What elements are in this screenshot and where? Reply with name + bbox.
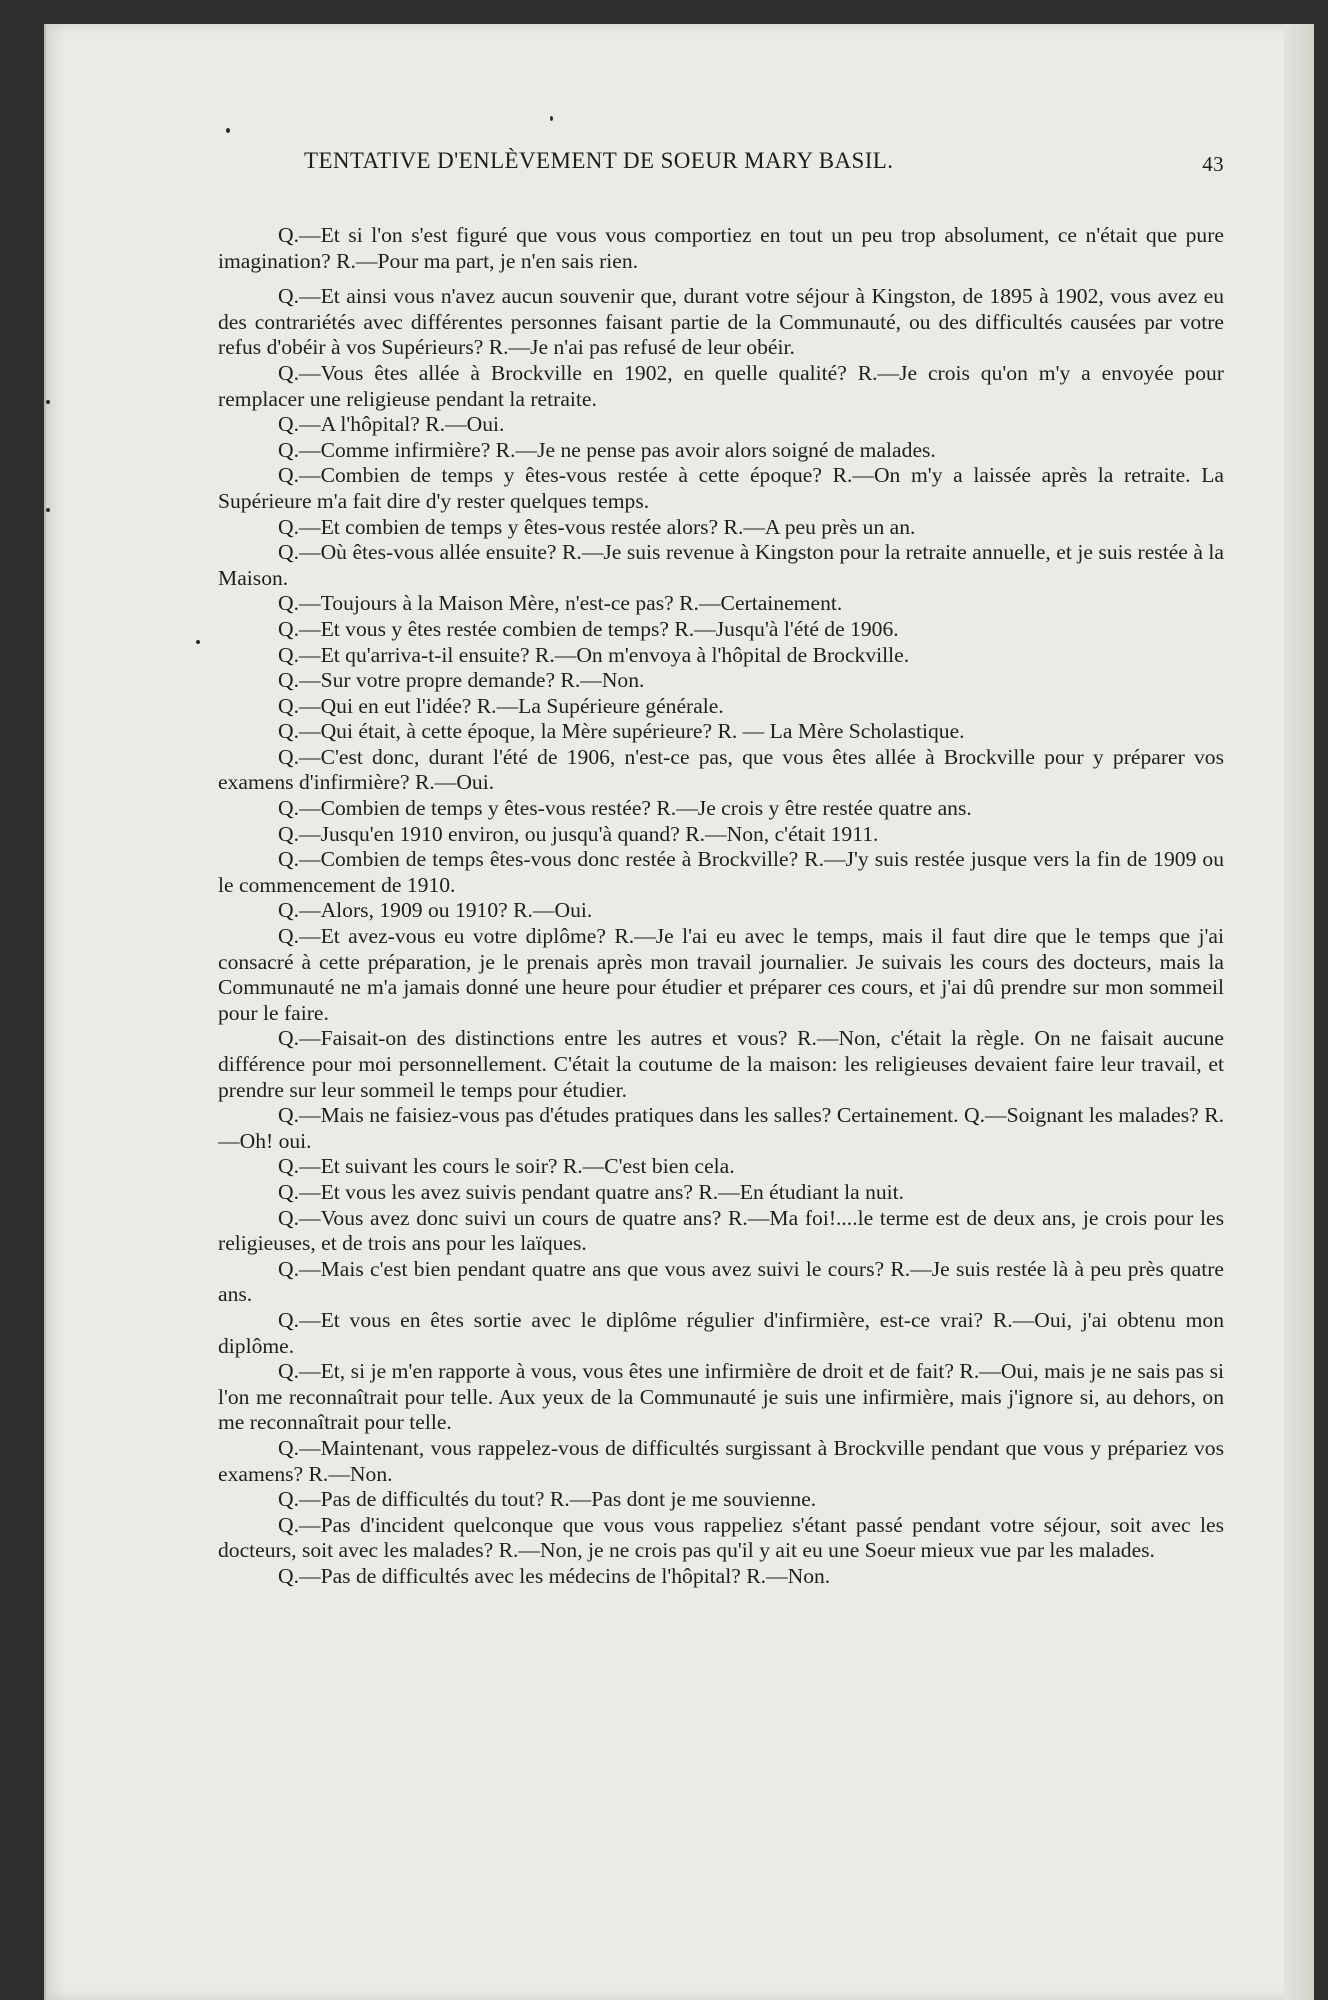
paragraph: Q.—Combien de temps y êtes-vous restée à cette époque? R.—On m'y a laissée après la retraite. La Supérieure m'a fait dire d'y rester quelques temps. <box>218 463 1224 513</box>
paragraph: Q.—Alors, 1909 ou 1910? R.—Oui. <box>278 898 593 923</box>
page-edge <box>1284 24 1314 2000</box>
paragraph: Q.—Et, si je m'en rapporte à vous, vous êtes une infirmière de droit et de fait? R.—Oui, mais je ne sais pas si l'on me reconnaîtrait pour telle. Aux yeux de la Communauté je suis une infirmière, mais j'ignore si, au dehors, on me reconnaîtrait pour telle. <box>218 1359 1224 1435</box>
running-title: TENTATIVE D'ENLÈVEMENT DE SOEUR MARY BASIL. <box>304 148 894 173</box>
paragraph: Q.—Pas de difficultés du tout? R.—Pas dont je me souvienne. <box>278 1487 817 1512</box>
paragraph: Q.—Et combien de temps y êtes-vous restée alors? R.—A peu près un an. <box>278 514 916 539</box>
paragraph: Q.—C'est donc, durant l'été de 1906, n'est-ce pas, que vous êtes allée à Brockville pour y préparer vos examens d'infirmière? R.—Oui. <box>218 744 1224 795</box>
paragraph: Q.—Et ainsi vous n'avez aucun souvenir que, durant votre séjour à Kingston, de 1895 à 1902, vous avez eu des contrariétés avec différentes personnes faisant partie de la Communauté, ou des difficultés causées par votre refus d'obéir à vos Supérieurs? R.—Je n'ai pas refusé de leur obéir. <box>218 284 1224 360</box>
page-body <box>218 223 1224 1589</box>
scan-speck <box>46 400 50 404</box>
scan-speck <box>46 508 50 512</box>
paragraph: Q.—Et vous les avez suivis pendant quatre ans? R.—En étudiant la nuit. <box>278 1179 905 1204</box>
scan-speck <box>226 128 230 133</box>
paragraph: Q.—Faisait-on des distinctions entre les autres et vous? R.—Non, c'était la règle. On ne faisait aucune différence pour moi personnellement. C'était la coutume de la maison: les religieuses devaient faire leur travail, et prendre sur leur sommeil le temps pour étudier. <box>218 1026 1224 1102</box>
paragraph: Q.—Sur votre propre demande? R.—Non. <box>278 668 645 693</box>
paragraph: Q.—Maintenant, vous rappelez-vous de difficultés surgissant à Brockville pendant que vous y prépariez vos examens? R.—Non. <box>218 1435 1224 1486</box>
page-number: 43 <box>1202 152 1224 176</box>
scan-speck <box>196 640 200 644</box>
paragraph: Q.—Qui en eut l'idée? R.—La Supérieure générale. <box>278 693 724 718</box>
paragraph: Q.—Et qu'arriva-t-il ensuite? R.—On m'envoya à l'hôpital de Brockville. <box>278 642 910 667</box>
paragraph: Q.—Combien de temps êtes-vous donc restée à Brockville? R.—J'y suis restée jusque vers la fin de 1909 ou le commencement de 1910. <box>218 847 1224 897</box>
paragraph: Q.—Et vous y êtes restée combien de temps? R.—Jusqu'à l'été de 1906. <box>278 616 899 641</box>
paragraph: Q.—Mais ne faisiez-vous pas d'études pratiques dans les salles? Certainement. Q.—Soignant les malades? R.—Oh! oui. <box>218 1103 1224 1153</box>
paragraph: Q.—Où êtes-vous allée ensuite? R.—Je suis revenue à Kingston pour la retraite annuelle, et je suis restée à la Maison. <box>218 540 1224 590</box>
paragraph: Q.—Et suivant les cours le soir? R.—C'est bien cela. <box>278 1154 735 1179</box>
paragraph: Q.—Qui était, à cette époque, la Mère supérieure? R. — La Mère Scholastique. <box>278 719 965 744</box>
paragraph: Q.—Vous avez donc suivi un cours de quatre ans? R.—Ma foi!....le terme est de deux ans, je crois pour les religieuses, et de trois ans pour les laïques. <box>218 1205 1224 1256</box>
paragraph: Q.—Jusqu'en 1910 environ, ou jusqu'à quand? R.—Non, c'était 1911. <box>278 821 879 846</box>
paragraph: Q.—Pas d'incident quelconque que vous vous rappeliez s'étant passé pendant votre séjour, soit avec les docteurs, soit avec les malades? R.—Non, je ne crois pas qu'il y ait eu une Soeur mieux vue par les malades. <box>218 1512 1224 1563</box>
paragraph: Q.—Et vous en êtes sortie avec le diplôme régulier d'infirmière, est-ce vrai? R.—Oui, j'ai obtenu mon diplôme. <box>218 1307 1224 1358</box>
paragraph: Q.—Vous êtes allée à Brockville en 1902, en quelle qualité? R.—Je crois qu'on m'y a envoyée pour remplacer une religieuse pendant la retraite. <box>218 360 1224 411</box>
scan-speck <box>550 116 553 121</box>
paragraph: Q.—Toujours à la Maison Mère, n'est-ce pas? R.—Certainement. <box>278 591 843 616</box>
paragraph: Q.—Et si l'on s'est figuré que vous vous comportiez en tout un peu trop absolument, ce n'était que pure imagination? R.—Pour ma part, je n'en sais rien. <box>218 223 1224 273</box>
paragraph: Q.—A l'hôpital? R.—Oui. <box>278 412 505 437</box>
paragraph: Q.—Et avez-vous eu votre diplôme? R.—Je l'ai eu avec le temps, mais il faut dire que le temps que j'ai consacré à cette préparation, je le prenais après mon travail journalier. Je suivais les cours des docteurs, mais la Communauté ne m'a jamais donné une heure pour étudier et préparer ces cours, et j'ai dû prendre sur mon sommeil pour le faire. <box>218 924 1224 1025</box>
paragraph: Q.—Comme infirmière? R.—Je ne pense pas avoir alors soigné de malades. <box>278 437 936 462</box>
paragraph: Q.—Combien de temps y êtes-vous restée? R.—Je crois y être restée quatre ans. <box>278 796 972 821</box>
paragraph: Q.—Pas de difficultés avec les médecins de l'hôpital? R.—Non. <box>278 1563 831 1588</box>
paragraph: Q.—Mais c'est bien pendant quatre ans que vous avez suivi le cours? R.—Je suis restée là à peu près quatre ans. <box>218 1256 1224 1307</box>
